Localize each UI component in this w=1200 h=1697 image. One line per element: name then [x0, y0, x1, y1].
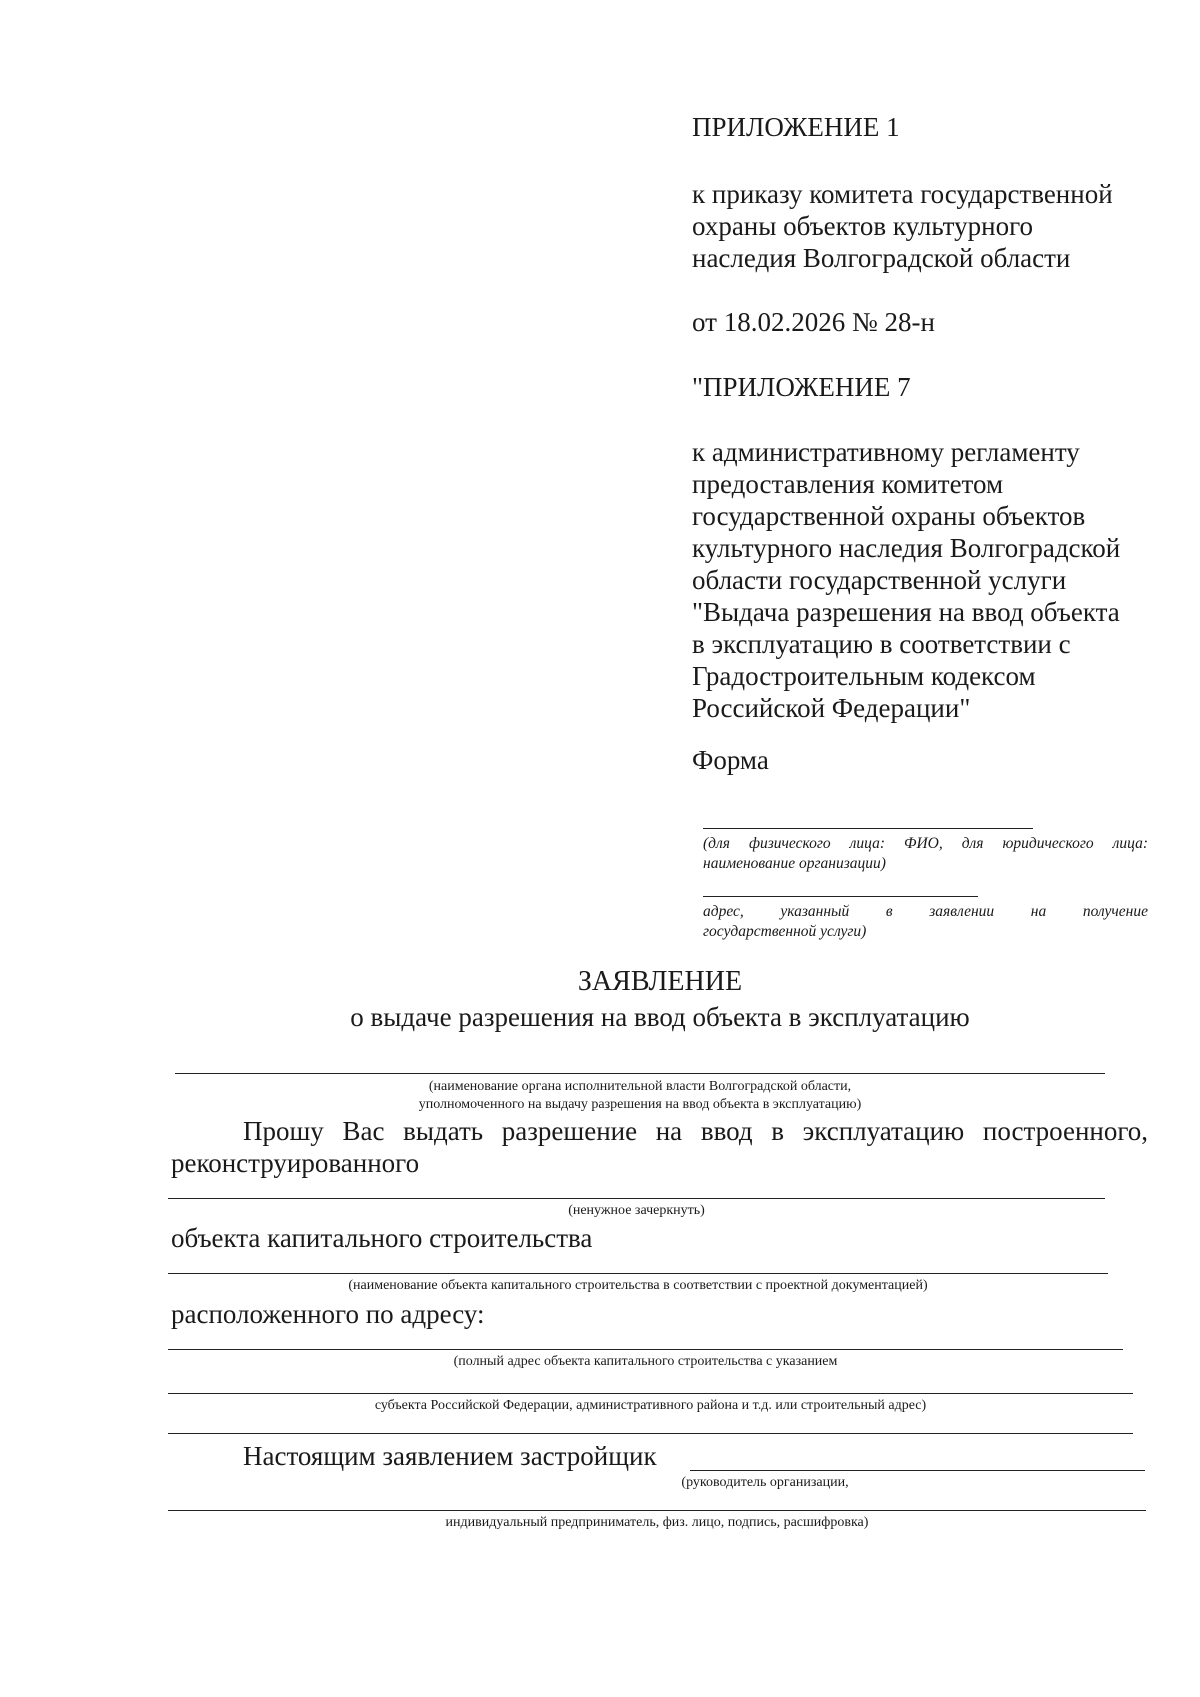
developer-line: [690, 1470, 1145, 1471]
object-label: объекта капитального строительства: [171, 1223, 593, 1253]
order-line: наследия Волгоградской области: [692, 243, 1071, 273]
regulation-line: государственной охраны объектов: [692, 501, 1086, 531]
request-word: выдать: [403, 1116, 484, 1146]
note-word: получение: [1082, 903, 1148, 920]
appendix-1-title: ПРИЛОЖЕНИЕ 1: [692, 112, 900, 142]
regulation-line: в эксплуатацию в соответствии с: [692, 629, 1071, 659]
recipient-name-note-line1: (для физического лица: ФИО, для юридического лица:: [703, 835, 1148, 852]
recipient-address-note: [703, 902, 1148, 942]
address-line-1: [168, 1349, 1123, 1350]
request-line2: реконструированного: [171, 1148, 420, 1178]
developer-label: Настоящим заявлением застройщик: [243, 1441, 657, 1471]
address-line-3: [168, 1433, 1133, 1434]
order-line: охраны объектов культурного: [692, 211, 1033, 241]
regulation-line: Российской Федерации": [692, 693, 971, 723]
form-label: Форма: [692, 745, 769, 775]
note-word: указанный: [780, 903, 850, 920]
regulation-line: области государственной услуги: [692, 565, 1067, 595]
regulation-line: культурного наследия Волгоградской: [692, 533, 1121, 563]
order-line: к приказу комитета государственной: [692, 179, 1113, 209]
developer-signature-line: [168, 1510, 1146, 1511]
request-word: на: [655, 1116, 683, 1146]
document-title: ЗАЯВЛЕНИЕ: [577, 966, 743, 997]
request-line1: [243, 1115, 1148, 1147]
object-note: (наименование объекта капитального строительства в соответствии с проектной документацией): [348, 1278, 928, 1293]
note-word: на: [1030, 903, 1047, 920]
request-word: Прошу: [243, 1116, 324, 1146]
regulation-line: Градостроительным кодексом: [692, 661, 1036, 691]
recipient-address-line: [703, 896, 978, 897]
strike-note: (ненужное зачеркнуть): [568, 1203, 705, 1218]
appendix-7-title: "ПРИЛОЖЕНИЕ 7: [692, 372, 911, 402]
recipient-name-line: [703, 828, 1033, 829]
request-word: разрешение: [501, 1116, 638, 1146]
regulation-line: к административному регламенту: [692, 437, 1080, 467]
address-line-2: [168, 1393, 1133, 1394]
order-reference: [692, 178, 1162, 274]
order-date: от 18.02.2026 № 28-н: [692, 307, 935, 337]
document-subtitle: о выдаче разрешения на ввод объекта в эксплуатацию: [350, 1002, 970, 1032]
authority-note-line1: (наименование органа исполнительной власти Волгоградской области,: [428, 1079, 852, 1094]
authority-line: [175, 1073, 1105, 1074]
developer-note-line1: (руководитель организации,: [681, 1475, 849, 1490]
request-word: построенного,: [982, 1116, 1148, 1146]
address-label: расположенного по адресу:: [171, 1299, 485, 1329]
recipient-name-note-line2: наименование организации): [703, 855, 886, 872]
request-word: эксплуатацию: [802, 1116, 965, 1146]
strike-line: [168, 1198, 1105, 1199]
request-word: ввод: [700, 1116, 753, 1146]
object-line: [168, 1273, 1108, 1274]
regulation-line: предоставления комитетом: [692, 469, 1004, 499]
recipient-address-note-line1: [703, 902, 1148, 922]
regulation-line: "Выдача разрешения на ввод объекта: [692, 597, 1120, 627]
note-word: адрес,: [703, 903, 744, 920]
developer-note-line2: индивидуальный предприниматель, физ. лицо, подпись, расшифровка): [445, 1515, 869, 1530]
regulation-reference: [692, 436, 1162, 724]
address-note-line1: (полный адрес объекта капитального строительства с указанием: [453, 1354, 838, 1369]
note-word: заявлении: [929, 903, 995, 920]
recipient-address-note-line2: государственной услуги): [703, 923, 867, 940]
request-word: Вас: [342, 1116, 385, 1146]
note-word: в: [885, 903, 893, 920]
request-word: в: [771, 1116, 785, 1146]
authority-note-line2: уполномоченного на выдачу разрешения на ввод объекта в эксплуатацию): [418, 1097, 862, 1112]
address-note-line2: субъекта Российской Федерации, административного района и т.д. или строительный адрес): [374, 1398, 927, 1413]
recipient-name-note: [703, 834, 1148, 874]
